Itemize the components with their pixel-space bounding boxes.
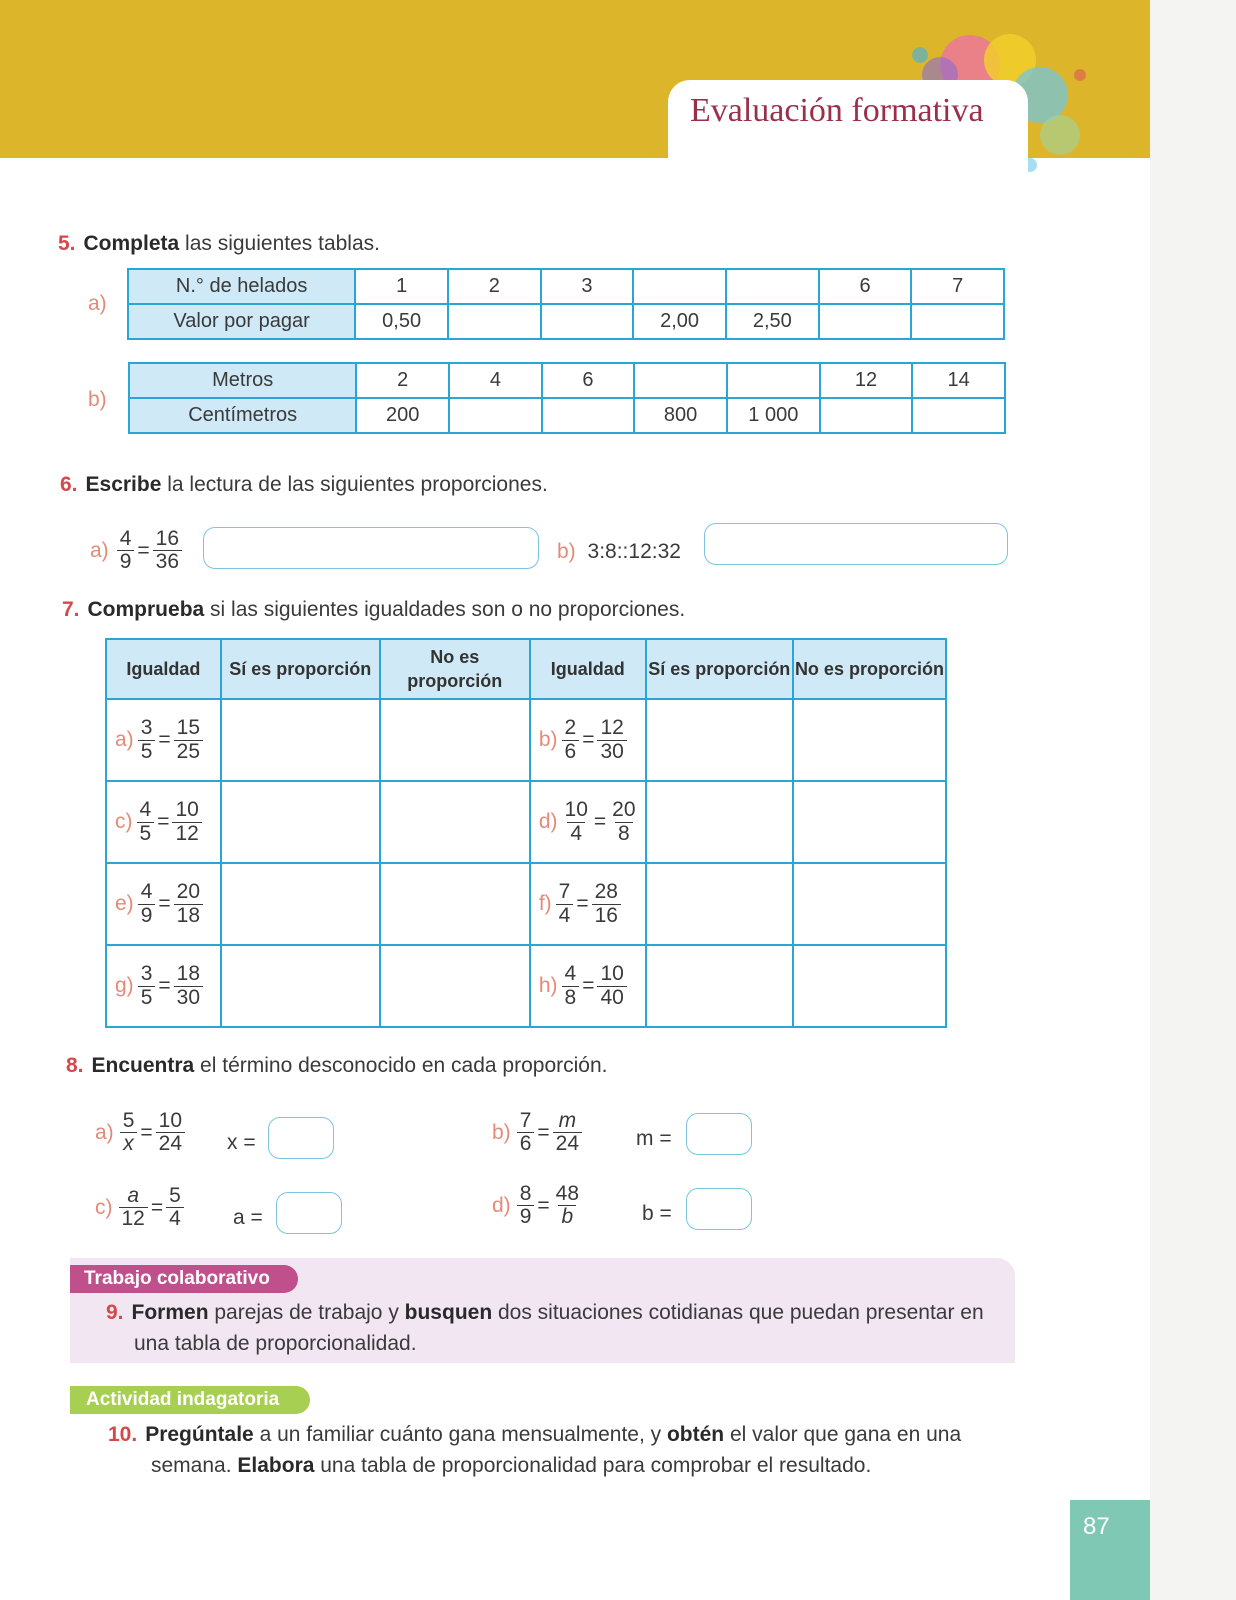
table-cell-blank[interactable] — [633, 269, 726, 304]
equality-cell: e) $\frac{4}{9}$ = $\frac{20}{18}$ — [106, 863, 221, 945]
table-cell: 2,50 — [726, 304, 819, 339]
item-label: c) — [95, 1195, 113, 1219]
table-cell-blank[interactable] — [449, 398, 542, 433]
variable-label: a = — [233, 1206, 263, 1229]
table-header-cell: Metros — [129, 363, 356, 398]
question-7 — [62, 598, 685, 622]
equals-sign: = — [137, 538, 150, 562]
table-cell: 800 — [634, 398, 727, 433]
column-header: Sí es proporción — [221, 639, 380, 699]
table-cell: 1 — [355, 269, 448, 304]
item-label: a) — [95, 1120, 114, 1144]
question-verb: Encuentra — [91, 1054, 195, 1077]
answer-cell-no[interactable] — [793, 699, 946, 781]
column-header: No es proporción — [380, 639, 530, 699]
question-verb: Completa — [83, 232, 180, 255]
table-b-label: b) — [88, 388, 107, 411]
table-cell-blank[interactable] — [448, 304, 541, 339]
proportion-6a — [90, 528, 182, 573]
table-cell-blank[interactable] — [727, 363, 820, 398]
item-label: b) — [492, 1120, 511, 1144]
table-cell: 1 000 — [727, 398, 820, 433]
question-6 — [60, 473, 548, 497]
equality-cell: c) $\frac{4}{5}$ = $\frac{10}{12}$ — [106, 781, 221, 863]
answer-cell-no[interactable] — [793, 781, 946, 863]
proportion-6b — [557, 540, 681, 564]
question-number: 6. — [60, 473, 78, 496]
answer-cell-si[interactable] — [646, 781, 793, 863]
proportion-8a: a) $\frac{5}{x}$ = $\frac{10}{24}$ — [95, 1110, 185, 1155]
question-text: el término desconocido en cada proporción. — [194, 1054, 608, 1077]
column-header: No es proporción — [793, 639, 946, 699]
question-text: si las siguientes igualdades son o no proporciones. — [204, 598, 686, 621]
table-cell-blank[interactable] — [726, 269, 819, 304]
answer-cell-no[interactable] — [380, 863, 530, 945]
answer-cell-si[interactable] — [646, 863, 793, 945]
column-header: Igualdad — [530, 639, 646, 699]
table-cell: 2 — [356, 363, 449, 398]
table-cell: 0,50 — [355, 304, 448, 339]
table-cell-blank[interactable] — [820, 398, 913, 433]
variable-label: b = — [642, 1202, 672, 1225]
table-cell-blank[interactable] — [819, 304, 912, 339]
answer-cell-no[interactable] — [380, 945, 530, 1027]
table-cell: 7 — [911, 269, 1004, 304]
answer-box-6b[interactable] — [704, 523, 1008, 565]
table-cell: 200 — [356, 398, 449, 433]
fraction: $\frac{4}{9}$ — [117, 528, 135, 573]
table-cell: 6 — [542, 363, 635, 398]
variable-label: m = — [636, 1127, 672, 1150]
answer-cell-si[interactable] — [221, 945, 380, 1027]
question-text: la lectura de las siguientes proporciones. — [161, 473, 548, 496]
collab-tag: Trabajo colaborativo — [70, 1265, 298, 1293]
fraction: $\frac{16}{36}$ — [153, 528, 182, 573]
item-label: d) — [492, 1193, 511, 1217]
table-cell: 2,00 — [633, 304, 726, 339]
answer-box-8b[interactable] — [686, 1113, 752, 1155]
table-row — [106, 863, 946, 945]
question-number: 7. — [62, 598, 80, 621]
answer-cell-no[interactable] — [793, 863, 946, 945]
question-5 — [58, 232, 380, 256]
equality-cell: d) $\frac{10}{4}$ = $\frac{20}{8}$ — [530, 781, 646, 863]
table-cell-blank[interactable] — [911, 304, 1004, 339]
table-a-label: a) — [88, 292, 107, 315]
question-9: 9. Formen parejas de trabajo y busquen dos situaciones cotidianas que puedan presentar en una tabla de proporcionalidad. — [106, 1301, 984, 1355]
page-number: 87 — [1083, 1513, 1110, 1540]
answer-cell-si[interactable] — [221, 781, 380, 863]
table-cell: 14 — [912, 363, 1005, 398]
question-number: 5. — [58, 232, 76, 255]
answer-box-8a[interactable] — [268, 1117, 334, 1159]
page-title: Evaluación formativa — [690, 92, 984, 129]
page-margin — [1150, 0, 1236, 1600]
table-cell: 6 — [819, 269, 912, 304]
equality-cell: f) $\frac{7}{4}$ = $\frac{28}{16}$ — [530, 863, 646, 945]
variable-label: x = — [227, 1131, 256, 1154]
answer-cell-si[interactable] — [221, 699, 380, 781]
equality-cell: a) $\frac{3}{5}$ = $\frac{15}{25}$ — [106, 699, 221, 781]
column-header: Igualdad — [106, 639, 221, 699]
table-header-cell: Centímetros — [129, 398, 356, 433]
question-10: 10. Pregúntale a un familiar cuánto gana mensualmente, y obtén el valor que gana en una semana. Elabora una tabla de proporcionalidad para comprobar el resultado. — [108, 1423, 962, 1477]
table-cell-blank[interactable] — [542, 398, 635, 433]
indag-tag: Actividad indagatoria — [70, 1386, 310, 1414]
answer-cell-si[interactable] — [646, 945, 793, 1027]
table-row — [106, 699, 946, 781]
table-row — [106, 945, 946, 1027]
equality-cell: b) $\frac{2}{6}$ = $\frac{12}{30}$ — [530, 699, 646, 781]
table-cell-blank[interactable] — [634, 363, 727, 398]
question-8 — [66, 1054, 607, 1078]
answer-box-8c[interactable] — [276, 1192, 342, 1234]
item-label: b) — [557, 540, 576, 563]
answer-cell-no[interactable] — [380, 781, 530, 863]
question-verb: Comprueba — [87, 598, 205, 621]
answer-cell-no[interactable] — [793, 945, 946, 1027]
proportion-8d: d) $\frac{8}{9}$ = $\frac{48}{b}$ — [492, 1182, 579, 1229]
question-number: 8. — [66, 1054, 84, 1077]
question-text: las siguientes tablas. — [179, 232, 380, 255]
question-verb: Escribe — [85, 473, 162, 496]
table-cell: 4 — [449, 363, 542, 398]
table-cell-blank[interactable] — [541, 304, 634, 339]
proportion-text: 3:8::12:32 — [587, 540, 681, 563]
table-helados — [127, 268, 1005, 340]
answer-cell-si[interactable] — [221, 863, 380, 945]
table-cell: 3 — [541, 269, 634, 304]
page-number-tab — [1070, 1500, 1150, 1600]
column-header: Sí es proporción — [646, 639, 793, 699]
proportion-8b: b) $\frac{7}{6}$ = $\frac{m}{24}$ — [492, 1110, 582, 1155]
answer-cell-si[interactable] — [646, 699, 793, 781]
item-label: a) — [90, 538, 109, 562]
equality-cell: h) $\frac{4}{8}$ = $\frac{10}{40}$ — [530, 945, 646, 1027]
answer-box-6a[interactable] — [203, 527, 539, 569]
equality-cell: g) $\frac{3}{5}$ = $\frac{18}{30}$ — [106, 945, 221, 1027]
table-proportions — [105, 638, 947, 1028]
answer-box-8d[interactable] — [686, 1188, 752, 1230]
table-cell: 12 — [820, 363, 913, 398]
table-row — [106, 781, 946, 863]
table-metros — [128, 362, 1006, 434]
table-header-cell: Valor por pagar — [128, 304, 355, 339]
proportion-8c: c) $\frac{a}{12}$ = $\frac{5}{4}$ — [95, 1185, 184, 1230]
table-cell-blank[interactable] — [912, 398, 1005, 433]
table-header-cell: N.° de helados — [128, 269, 355, 304]
table-cell: 2 — [448, 269, 541, 304]
answer-cell-no[interactable] — [380, 699, 530, 781]
